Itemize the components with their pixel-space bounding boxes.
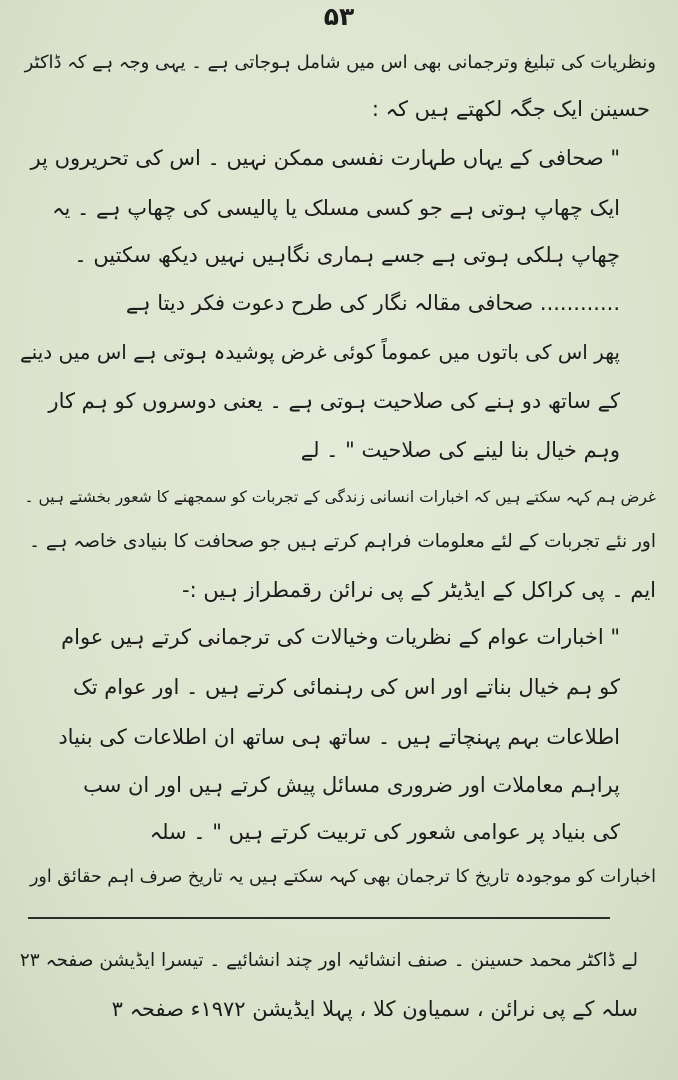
body-line: ونظریات کی تبلیغ وترجمانی بھی اس میں شامل ہوجاتی ہے ۔ یہی وجہ ہے کہ ڈاکٹر xyxy=(24,52,656,73)
quote-line: " اخبارات عوام کے نظریات وخیالات کی ترجمانی کرتے ہیں عوام xyxy=(61,625,620,649)
body-line: ایم ۔ پی کراکل کے ایڈیٹر کے پی نرائن رقمطراز ہیں :- xyxy=(182,578,656,602)
footnote: سلہ کے پی نرائن ، سمیاون کلا ، پہلا ایڈیشن ۱۹۷۲ء صفحہ ۳ xyxy=(111,997,638,1021)
body-line: غرض ہم کہہ سکتے ہیں کہ اخبارات انسانی زندگی کے تجربات کو سمجھنے کا شعور بخشتے ہیں ۔ xyxy=(24,488,656,506)
page-number: ۵۳ xyxy=(323,2,355,31)
quote-line: کی بنیاد پر عوامی شعور کی تربیت کرتے ہیں " ۔ سلہ xyxy=(149,820,620,844)
footnote-divider xyxy=(28,917,610,919)
quote-line: پھر اس کی باتوں میں عموماً کوئی غرض پوشیدہ ہوتی ہے اس میں دینے xyxy=(19,340,620,364)
quote-line: اطلاعات بہم پہنچاتے ہیں ۔ ساتھ ہی ساتھ ان اطلاعات کی بنیاد xyxy=(58,725,620,749)
quote-line: پراہم معاملات اور ضروری مسائل پیش کرتے ہیں اور ان سب xyxy=(83,773,620,797)
body-line: حسینن ایک جگہ لکھتے ہیں کہ : xyxy=(371,97,650,121)
body-line: اور نئے تجربات کے لئے معلومات فراہم کرتے ہیں جو صحافت کا بنیادی خاصہ ہے ۔ xyxy=(29,531,656,552)
quote-line: " صحافی کے یہاں طہارت نفسی ممکن نہیں ۔ اس کی تحریروں پر xyxy=(30,146,620,170)
quote-line: کو ہم خیال بناتے اور اس کی رہنمائی کرتے ہیں ۔ اور عوام تک xyxy=(72,675,620,699)
footnote: لے ڈاکٹر محمد حسینن ۔ صنف انشائیہ اور چند انشائیے ۔ تیسرا ایڈیشن صفحہ ۲۳ xyxy=(19,950,638,971)
quote-line: ایک چھاپ ہوتی ہے جو کسی مسلک یا پالیسی کی چھاپ ہے ۔ یہ xyxy=(52,196,620,220)
quote-line: ............ صحافی مقالہ نگار کی طرح دعوت فکر دیتا ہے xyxy=(125,291,620,315)
quote-line: چھاپ ہلکی ہوتی ہے جسے ہماری نگاہیں نہیں دیکھ سکتیں ۔ xyxy=(74,243,620,267)
quote-line: کے ساتھ دو ہنے کی صلاحیت ہوتی ہے ۔ یعنی دوسروں کو ہم کار xyxy=(48,389,620,413)
body-line: اخبارات کو موجودہ تاریخ کا ترجمان بھی کہہ سکتے ہیں یہ تاریخ صرف اہم حقائق اور xyxy=(29,867,656,887)
quote-line: وہم خیال بنا لینے کی صلاحیت " ۔ لے xyxy=(300,438,620,462)
